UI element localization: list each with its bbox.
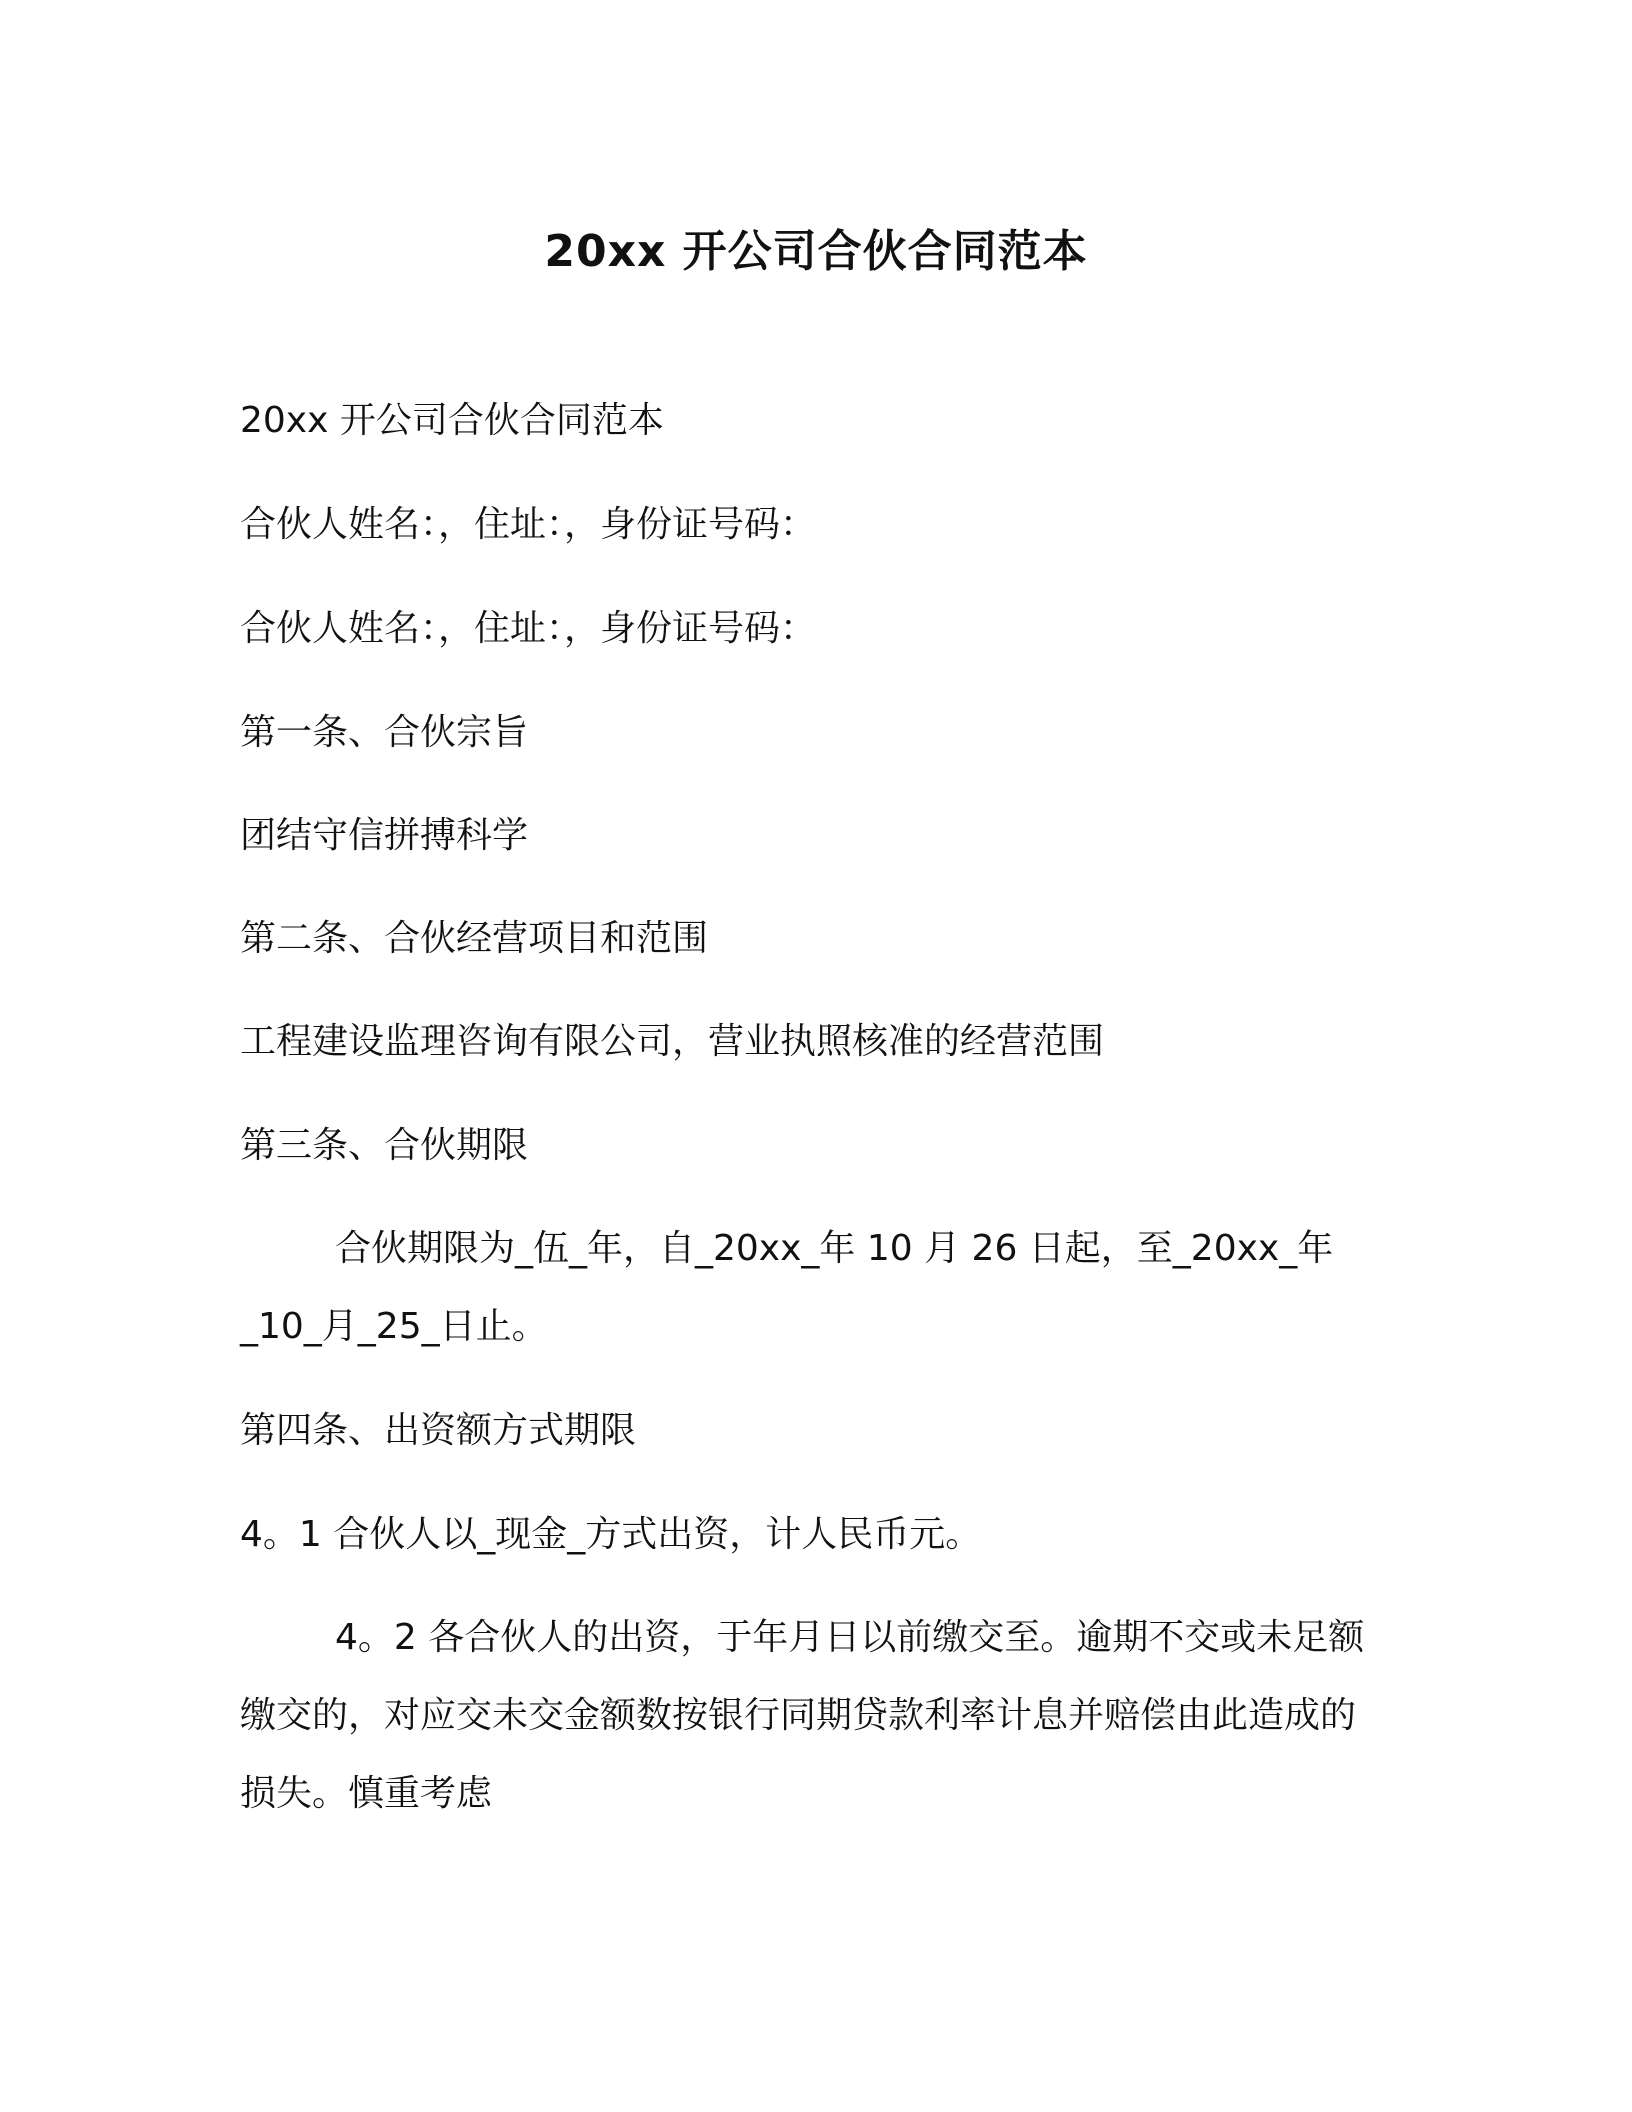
paragraph-partner-1: 合伙人姓名：，住址：，身份证号码：: [240, 504, 817, 545]
paragraph-article-3-body: 合伙期限为_伍_年，自_20xx_年 10 月 26 日起，至_20xx_年_10_月_25_日止。: [240, 1228, 1334, 1347]
paragraph-article-3-heading: 第三条、合伙期限: [240, 1125, 529, 1166]
paragraph-partner-2: 合伙人姓名：，住址：，身份证号码：: [240, 608, 817, 649]
paragraph-article-1-body: 团结守信拼搏科学: [240, 815, 529, 856]
paragraph-article-4-2: 4。2 各合伙人的出资，于年月日以前缴交至。逾期不交或未足额缴交的，对应交未交金额数按银行同期贷款利率计息并赔偿由此造成的损失。慎重考虑: [240, 1617, 1365, 1814]
paragraph-article-2-heading: 第二条、合伙经营项目和范围: [240, 918, 709, 959]
paragraph-article-4-1: 4。1 合伙人以_现金_方式出资，计人民币元。: [240, 1514, 982, 1555]
paragraph-article-1-heading: 第一条、合伙宗旨: [240, 712, 529, 753]
paragraph-article-2-body: 工程建设监理咨询有限公司，营业执照核准的经营范围: [240, 1021, 1105, 1062]
document-title: 20xx 开公司合伙合同范本: [544, 226, 1088, 277]
paragraph-subtitle: 20xx 开公司合伙合同范本: [240, 400, 664, 441]
paragraph-article-4-heading: 第四条、出资额方式期限: [240, 1410, 637, 1451]
